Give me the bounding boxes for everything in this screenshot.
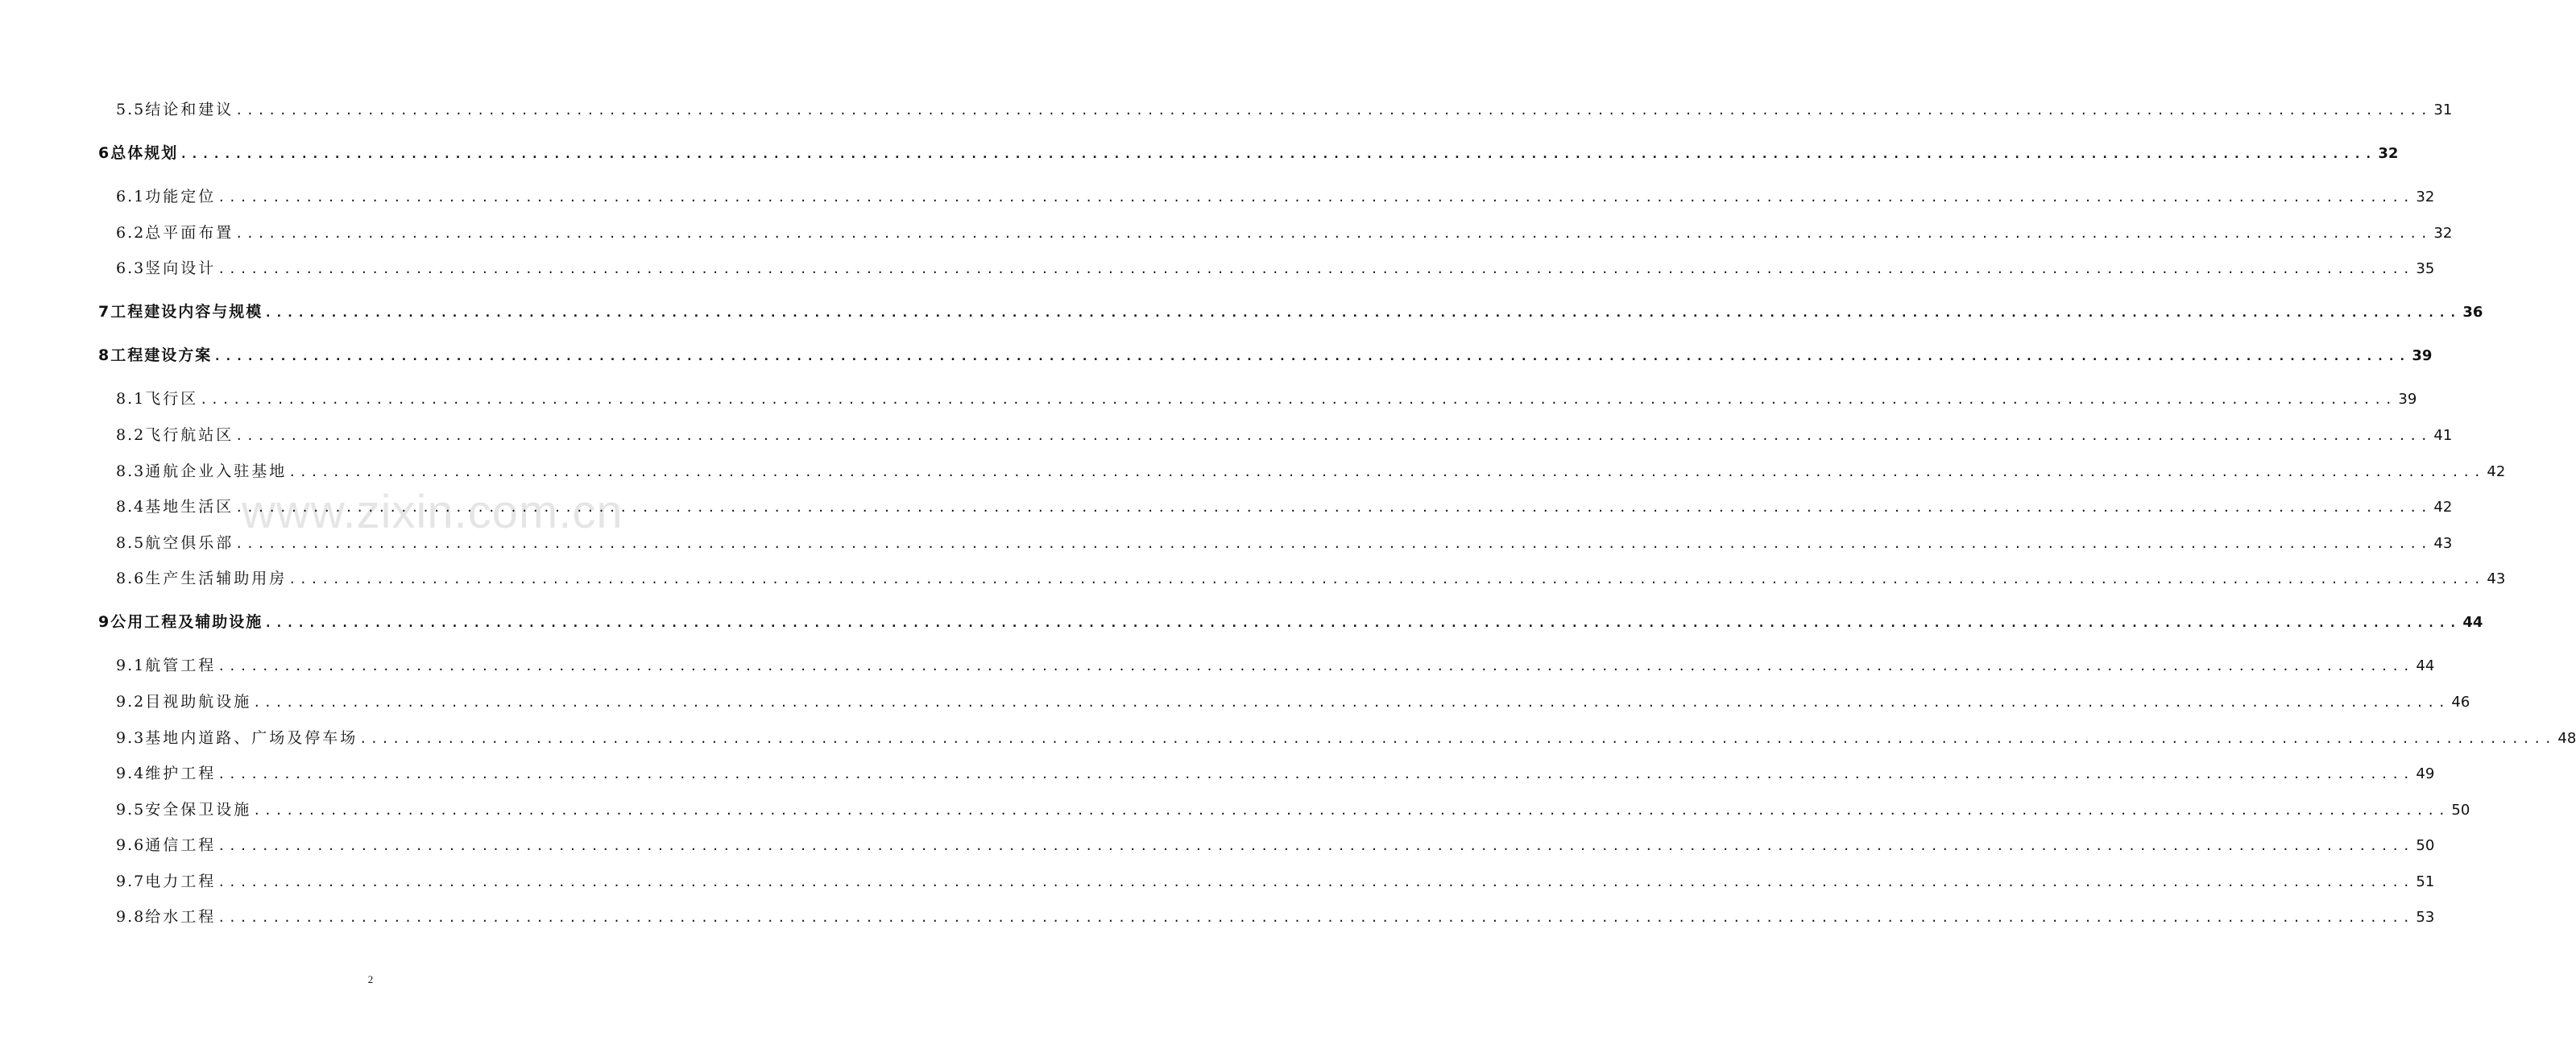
toc-title: 目视助航设施 (145, 693, 252, 711)
toc-entry[interactable] (116, 835, 2435, 856)
toc-number: 8.4 (116, 498, 146, 516)
toc-title: 安全保卫设施 (145, 801, 252, 819)
toc-entry[interactable] (116, 462, 2506, 482)
toc-number: 9.5 (116, 801, 146, 819)
toc-chapter-entry[interactable] (98, 302, 2483, 322)
toc-page-number: 39 (2412, 347, 2433, 364)
toc-entry[interactable] (116, 223, 2453, 243)
toc-page-number: 41 (2433, 427, 2453, 444)
toc-number: 9.6 (116, 836, 146, 854)
toc-page-number: 31 (2433, 102, 2453, 118)
dot-leader: ........................................................................................................................................................................................................ (213, 349, 2410, 363)
page-number: 2 (367, 973, 374, 985)
toc-title: 工程建设方案 (110, 346, 213, 364)
toc-number: 8.2 (116, 426, 146, 444)
toc-entry[interactable] (116, 872, 2435, 892)
toc-page-number: 43 (2433, 535, 2453, 552)
toc-number: 6.3 (116, 259, 146, 277)
toc-title: 基地内道路、广场及停车场 (145, 729, 358, 747)
toc-page-number: 53 (2416, 909, 2435, 926)
dot-leader: ........................................................................................................................................................................................................ (253, 695, 2450, 710)
toc-title: 竖向设计 (145, 259, 217, 277)
toc-entry[interactable] (116, 800, 2470, 820)
dot-leader: ........................................................................................................................................................................................................ (217, 767, 2414, 782)
toc-title: 生产生活辅助用房 (145, 570, 288, 587)
toc-title: 维护工程 (145, 765, 217, 782)
toc-entry[interactable] (116, 656, 2435, 676)
toc-number: 6.1 (116, 188, 146, 205)
dot-leader: ........................................................................................................................................................................................................ (235, 429, 2432, 443)
toc-number: 9.3 (116, 729, 146, 747)
toc-page-number: 44 (2416, 657, 2435, 674)
toc-entry[interactable] (116, 497, 2453, 517)
toc-page-number: 43 (2487, 570, 2506, 587)
toc-number: 8.3 (116, 462, 146, 480)
toc-number: 7 (98, 303, 111, 321)
toc-page-number: 42 (2487, 463, 2506, 480)
toc-title: 航空俱乐部 (145, 534, 234, 552)
toc-page-number: 44 (2462, 614, 2483, 631)
toc-entry[interactable] (116, 692, 2470, 712)
toc-page-number: 49 (2416, 765, 2435, 782)
toc-page-number: 51 (2416, 873, 2435, 890)
dot-leader: ........................................................................................................................................................................................................ (217, 659, 2414, 674)
toc-title: 基地生活区 (145, 498, 234, 516)
toc-title: 结论和建议 (145, 101, 234, 118)
toc-page-number: 35 (2416, 260, 2435, 277)
toc-title: 通信工程 (145, 836, 217, 854)
toc-page-number: 32 (2378, 145, 2399, 162)
dot-leader: ........................................................................................................................................................................................................ (264, 305, 2461, 320)
toc-number: 6 (98, 144, 111, 162)
toc-number: 8 (98, 346, 111, 364)
toc-page-number: 48 (2557, 730, 2576, 747)
toc-number: 9.2 (116, 693, 146, 711)
toc-title: 给水工程 (145, 908, 217, 926)
toc-title: 通航企业入驻基地 (145, 462, 288, 480)
dot-leader: ........................................................................................................................................................................................................ (253, 803, 2450, 818)
toc-page-number: 36 (2462, 304, 2483, 321)
toc-chapter-entry[interactable] (98, 612, 2483, 632)
toc-number: 9.1 (116, 657, 146, 674)
toc-chapter-entry[interactable] (98, 143, 2399, 164)
toc-number: 9.4 (116, 765, 146, 782)
toc-title: 航管工程 (145, 657, 217, 674)
toc-page-number: 32 (2416, 189, 2435, 205)
dot-leader: ........................................................................................................................................................................................................ (217, 839, 2414, 853)
watermark: www.zixin.com.cn (242, 486, 623, 538)
toc-title: 飞行航站区 (145, 426, 234, 444)
toc-entry[interactable] (116, 728, 2576, 748)
toc-number: 6.2 (116, 224, 146, 242)
toc-number: 8.6 (116, 570, 146, 587)
dot-leader: ........................................................................................................................................................................................................ (217, 910, 2414, 925)
toc-number: 8.1 (116, 390, 146, 408)
toc-entry[interactable] (116, 100, 2453, 120)
toc-number: 9.8 (116, 908, 146, 926)
dot-leader: ........................................................................................................................................................................................................ (217, 875, 2414, 889)
toc-entry[interactable] (116, 425, 2453, 446)
toc-title: 公用工程及辅助设施 (110, 613, 263, 631)
toc-entry[interactable] (116, 533, 2453, 554)
toc-entry[interactable] (116, 907, 2435, 927)
toc-title: 电力工程 (145, 873, 217, 890)
toc-number: 8.5 (116, 534, 146, 552)
dot-leader: ........................................................................................................................................................................................................ (217, 262, 2414, 276)
toc-page-number: 50 (2451, 802, 2470, 819)
toc-title: 总平面布置 (145, 224, 234, 242)
toc-page-number: 32 (2433, 225, 2453, 242)
dot-leader: ........................................................................................................................................................................................................ (180, 147, 2376, 161)
toc-number: 9.7 (116, 873, 146, 890)
dot-leader: ........................................................................................................................................................................................................ (200, 392, 2396, 407)
toc-page-number: 42 (2433, 499, 2453, 516)
toc-number: 5.5 (116, 101, 146, 118)
toc-entry[interactable] (116, 389, 2417, 409)
dot-leader: ........................................................................................................................................................................................................ (217, 190, 2414, 205)
toc-entry[interactable] (116, 764, 2435, 784)
dot-leader: ........................................................................................................................................................................................................ (288, 465, 2485, 479)
toc-entry[interactable] (116, 569, 2506, 589)
dot-leader: ........................................................................................................................................................................................................ (359, 732, 2556, 746)
toc-title: 飞行区 (145, 390, 199, 408)
toc-page-number: 46 (2451, 694, 2470, 711)
toc-entry[interactable] (116, 259, 2435, 279)
toc-title: 总体规划 (110, 144, 179, 162)
dot-leader: ........................................................................................................................................................................................................ (288, 572, 2485, 587)
toc-title: 工程建设内容与规模 (110, 303, 263, 321)
toc-number: 9 (98, 613, 111, 631)
dot-leader: ........................................................................................................................................................................................................ (264, 616, 2461, 630)
toc-title: 功能定位 (145, 188, 217, 205)
dot-leader: ........................................................................................................................................................................................................ (235, 537, 2432, 551)
dot-leader: ........................................................................................................................................................................................................ (235, 103, 2432, 118)
toc-entry[interactable] (116, 187, 2435, 207)
toc-chapter-entry[interactable] (98, 346, 2433, 366)
toc-page-number: 39 (2398, 391, 2417, 408)
dot-leader: ........................................................................................................................................................................................................ (235, 226, 2432, 241)
dot-leader: ........................................................................................................................................................................................................ (235, 500, 2432, 515)
toc-page-number: 50 (2416, 837, 2435, 854)
